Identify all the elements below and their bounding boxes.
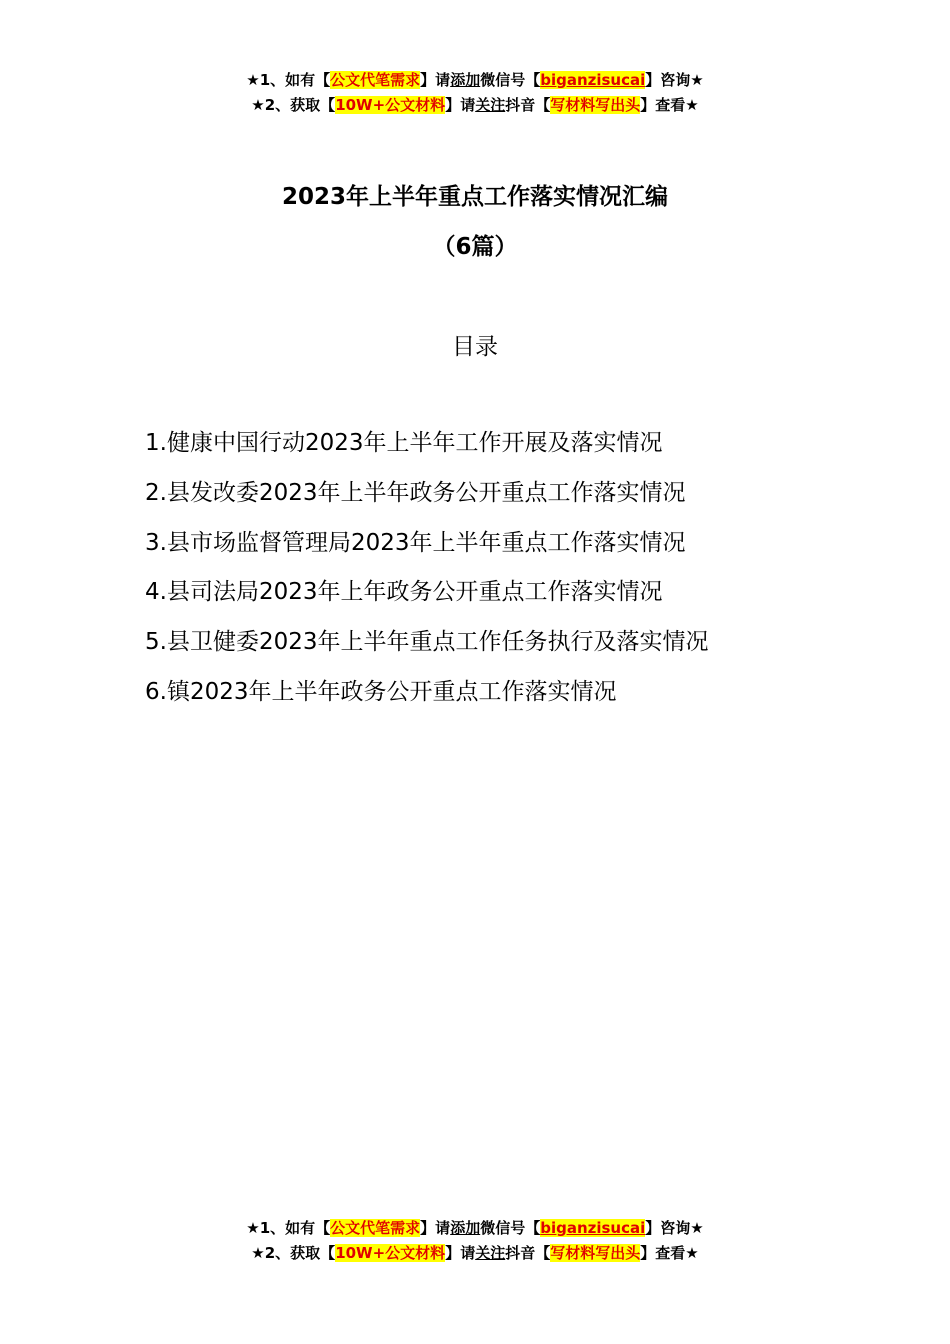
- banner-line-2: [0, 1241, 950, 1266]
- materials-highlight: 10W+公文材料: [335, 96, 446, 114]
- banner-line-1: [0, 1216, 950, 1241]
- service-highlight: 公文代笔需求: [330, 1219, 421, 1237]
- wechat-id-highlight: biganzisucai: [540, 71, 646, 89]
- banner-line2-prefix: ★2、获取【: [251, 96, 336, 114]
- banner-line1-suffix: 】咨询★: [645, 71, 704, 89]
- toc-item: 2.县发改委2023年上半年政务公开重点工作落实情况: [145, 479, 686, 506]
- banner-line1-prefix: ★1、如有【: [246, 71, 331, 89]
- toc-item: 6.镇2023年上半年政务公开重点工作落实情况: [145, 678, 617, 705]
- banner-line2-suffix: 】查看★: [640, 1244, 699, 1262]
- banner-line2-mid1: 】请: [445, 1244, 476, 1262]
- banner-line1-mid1: 】请: [420, 71, 451, 89]
- banner-line1-mid2: 微信号【: [480, 71, 541, 89]
- document-subtitle: （6篇）: [432, 234, 518, 260]
- banner-line2-mid1: 】请: [445, 96, 476, 114]
- toc-item: 5.县卫健委2023年上半年重点工作任务执行及落实情况: [145, 629, 709, 656]
- materials-highlight: 10W+公文材料: [335, 1244, 446, 1262]
- wechat-id-highlight: biganzisucai: [540, 1219, 646, 1237]
- toc-item: 3.县市场监督管理局2023年上半年重点工作落实情况: [145, 529, 686, 556]
- add-underlined: 添加: [450, 71, 481, 89]
- toc-list: [145, 425, 905, 724]
- banner-line-1: [0, 68, 950, 93]
- follow-underlined: 关注: [475, 96, 506, 114]
- douyin-account-highlight: 写材料写出头: [550, 1244, 641, 1262]
- banner-line2-prefix: ★2、获取【: [251, 1244, 336, 1262]
- service-highlight: 公文代笔需求: [330, 71, 421, 89]
- footer-banner: [0, 1216, 950, 1266]
- banner-line1-mid1: 】请: [420, 1219, 451, 1237]
- toc-heading: 目录: [452, 334, 498, 360]
- douyin-account-highlight: 写材料写出头: [550, 96, 641, 114]
- banner-line1-mid2: 微信号【: [480, 1219, 541, 1237]
- banner-line2-mid2: 抖音【: [505, 96, 551, 114]
- banner-line1-prefix: ★1、如有【: [246, 1219, 331, 1237]
- banner-line-2: [0, 93, 950, 118]
- follow-underlined: 关注: [475, 1244, 506, 1262]
- document-title: 2023年上半年重点工作落实情况汇编: [281, 184, 668, 210]
- banner-line1-suffix: 】咨询★: [645, 1219, 704, 1237]
- banner-line2-suffix: 】查看★: [640, 96, 699, 114]
- toc-item: 4.县司法局2023年上年政务公开重点工作落实情况: [145, 579, 663, 606]
- add-underlined: 添加: [450, 1219, 481, 1237]
- toc-item: 1.健康中国行动2023年上半年工作开展及落实情况: [145, 430, 663, 456]
- banner-line2-mid2: 抖音【: [505, 1244, 551, 1262]
- header-banner: [0, 68, 950, 118]
